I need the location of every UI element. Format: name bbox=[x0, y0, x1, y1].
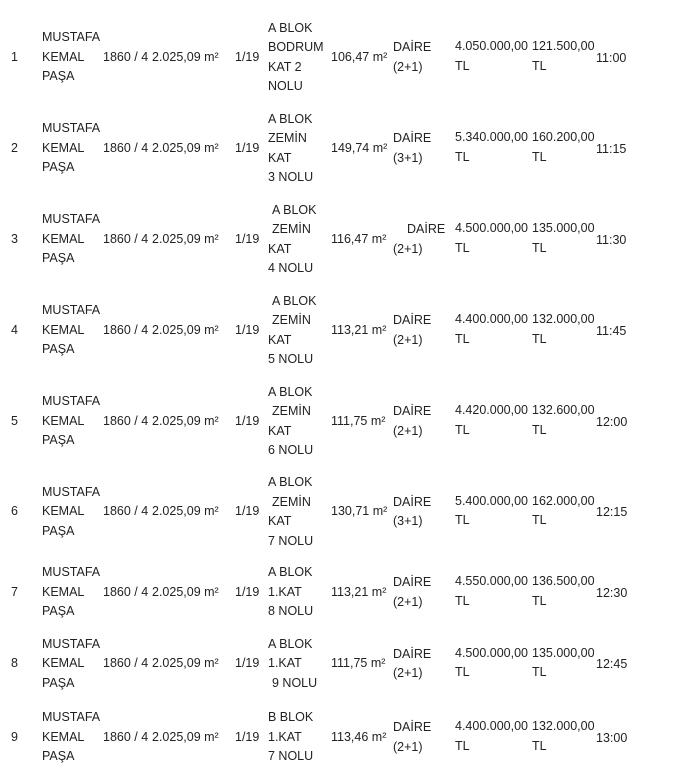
block-info-line: 5 NOLU bbox=[268, 352, 314, 366]
land-area: 2.025,09 m² bbox=[152, 504, 219, 519]
deposit-line: TL bbox=[532, 149, 547, 164]
block-info-line: 6 NOLU bbox=[268, 443, 314, 457]
parcel-number: 1860 / 4 bbox=[103, 584, 149, 599]
block-info-line: 8 NOLU bbox=[268, 604, 314, 619]
land-area: 2.025,09 m² bbox=[152, 231, 219, 246]
block-info-line: A BLOK bbox=[268, 475, 313, 489]
unit-type-line: DAİRE bbox=[393, 575, 432, 589]
deposit-line: 135.000,00 bbox=[532, 645, 595, 660]
block-info-line: A BLOK bbox=[272, 202, 317, 217]
unit-area: 116,47 m² bbox=[331, 231, 387, 246]
block-info-line: ZEMİN bbox=[268, 131, 307, 145]
neighborhood-line: PAŞA bbox=[42, 160, 75, 175]
estimated-value-line: 4.050.000,00 bbox=[455, 39, 528, 53]
estimated-value-line: 4.420.000,00 bbox=[455, 403, 528, 417]
neighborhood-line: MUSTAFA bbox=[42, 30, 101, 45]
parcel-number: 1860 / 4 bbox=[103, 49, 149, 64]
share-ratio: 1/19 bbox=[235, 231, 260, 246]
neighborhood-line: MUSTAFA bbox=[42, 710, 101, 725]
block-info-line: BODRUM bbox=[268, 40, 324, 54]
table-row bbox=[0, 557, 687, 628]
neighborhood-line: MUSTAFA bbox=[42, 121, 101, 136]
share-ratio: 1/19 bbox=[235, 504, 260, 519]
block-info-line: KAT bbox=[268, 150, 292, 165]
neighborhood-line: PAŞA bbox=[42, 523, 75, 538]
parcel-number: 1860 / 4 bbox=[103, 656, 149, 671]
auction-time: 12:30 bbox=[596, 585, 628, 600]
estimated-value-line: TL bbox=[455, 240, 470, 255]
row-number: 3 bbox=[11, 231, 18, 246]
table-row bbox=[0, 628, 687, 700]
neighborhood-line: KEMAL bbox=[42, 231, 85, 246]
neighborhood-line: KEMAL bbox=[42, 140, 85, 155]
neighborhood-line: KEMAL bbox=[42, 584, 85, 599]
neighborhood-line: MUSTAFA bbox=[42, 394, 101, 409]
estimated-value-line: 4.400.000,00 bbox=[455, 312, 528, 326]
deposit-line: 160.200,00 bbox=[532, 130, 595, 144]
block-info-line: 9 NOLU bbox=[272, 675, 318, 690]
deposit-line: 162.000,00 bbox=[532, 493, 595, 508]
share-ratio: 1/19 bbox=[235, 140, 260, 155]
estimated-value-line: TL bbox=[455, 422, 470, 437]
share-ratio: 1/19 bbox=[235, 584, 260, 599]
parcel-number: 1860 / 4 bbox=[103, 231, 149, 246]
deposit-line: TL bbox=[532, 738, 547, 753]
row-number: 1 bbox=[11, 49, 18, 64]
deposit-line: TL bbox=[532, 422, 547, 437]
unit-type-line: DAİRE bbox=[393, 646, 432, 661]
neighborhood-line: KEMAL bbox=[42, 656, 85, 671]
table-row bbox=[0, 376, 687, 467]
unit-type-line: DAİRE bbox=[393, 494, 432, 509]
neighborhood-line: PAŞA bbox=[42, 433, 75, 448]
deposit-line: TL bbox=[532, 665, 547, 679]
row-number: 9 bbox=[11, 729, 18, 744]
unit-area: 113,46 m² bbox=[331, 729, 387, 744]
neighborhood-line: PAŞA bbox=[42, 675, 75, 690]
deposit-line: TL bbox=[532, 58, 547, 73]
share-ratio: 1/19 bbox=[235, 413, 260, 428]
table-row bbox=[0, 103, 687, 194]
block-info-line: 3 NOLU bbox=[268, 170, 314, 184]
unit-type-line: (2+1) bbox=[393, 332, 423, 347]
land-area: 2.025,09 m² bbox=[152, 584, 219, 599]
neighborhood-line: MUSTAFA bbox=[42, 565, 101, 580]
auction-time: 11:45 bbox=[596, 323, 627, 338]
row-number: 5 bbox=[11, 413, 18, 428]
row-number: 6 bbox=[11, 504, 18, 519]
auction-time: 12:00 bbox=[596, 414, 628, 429]
deposit-line: TL bbox=[532, 331, 547, 346]
land-area: 2.025,09 m² bbox=[152, 49, 219, 64]
estimated-value-line: 4.550.000,00 bbox=[455, 574, 528, 588]
unit-type-line: (2+1) bbox=[393, 241, 423, 256]
land-area: 2.025,09 m² bbox=[152, 729, 219, 744]
deposit-line: TL bbox=[532, 240, 547, 255]
block-info-line: 7 NOLU bbox=[268, 749, 314, 764]
unit-area: 111,75 m² bbox=[331, 656, 386, 671]
block-info-line: ZEMİN bbox=[272, 494, 311, 509]
deposit-line: TL bbox=[532, 593, 547, 608]
unit-type-line: (3+1) bbox=[393, 150, 423, 165]
deposit-line: 132.000,00 bbox=[532, 312, 595, 326]
estimated-value-line: TL bbox=[455, 331, 470, 346]
block-info-line: KAT bbox=[268, 332, 292, 347]
unit-area: 106,47 m² bbox=[331, 49, 388, 64]
unit-type-line: (2+1) bbox=[393, 739, 423, 754]
share-ratio: 1/19 bbox=[235, 729, 260, 744]
neighborhood-line: PAŞA bbox=[42, 749, 75, 764]
unit-type-line: (3+1) bbox=[393, 514, 423, 528]
block-info-line: ZEMİN bbox=[272, 313, 311, 327]
block-info-line: A BLOK bbox=[268, 20, 313, 35]
auction-time: 11:00 bbox=[596, 50, 627, 65]
unit-type-line: DAİRE bbox=[393, 313, 432, 327]
unit-area: 113,21 m² bbox=[331, 322, 387, 337]
deposit-line: 135.000,00 bbox=[532, 221, 595, 235]
parcel-number: 1860 / 4 bbox=[103, 504, 149, 519]
row-number: 2 bbox=[11, 140, 18, 155]
estimated-value-line: 5.340.000,00 bbox=[455, 130, 528, 144]
land-area: 2.025,09 m² bbox=[152, 140, 219, 155]
table-row bbox=[0, 194, 687, 285]
estimated-value-line: TL bbox=[455, 58, 470, 73]
unit-type-line: (2+1) bbox=[393, 594, 423, 609]
block-info-line: 1.KAT bbox=[268, 656, 302, 671]
share-ratio: 1/19 bbox=[235, 49, 260, 64]
neighborhood-line: KEMAL bbox=[42, 322, 85, 337]
unit-type-line: DAİRE bbox=[393, 720, 432, 734]
neighborhood-line: PAŞA bbox=[42, 604, 75, 619]
land-area: 2.025,09 m² bbox=[152, 322, 219, 337]
estimated-value-line: 4.500.000,00 bbox=[455, 645, 528, 660]
block-info-line: NOLU bbox=[268, 79, 303, 93]
unit-type-line: (2+1) bbox=[393, 423, 423, 438]
estimated-value-line: 4.500.000,00 bbox=[455, 221, 528, 235]
estimated-value-line: TL bbox=[455, 665, 470, 679]
unit-type-line: DAİRE bbox=[393, 40, 432, 54]
neighborhood-line: MUSTAFA bbox=[42, 484, 101, 499]
deposit-line: TL bbox=[532, 513, 547, 527]
block-info-line: 1.KAT bbox=[268, 584, 302, 599]
block-info-line: A BLOK bbox=[268, 565, 313, 580]
neighborhood-line: MUSTAFA bbox=[42, 636, 101, 651]
unit-area: 111,75 m² bbox=[331, 413, 386, 428]
neighborhood-line: MUSTAFA bbox=[42, 212, 101, 227]
block-info-line: A BLOK bbox=[268, 111, 313, 126]
auction-time: 13:00 bbox=[596, 730, 628, 745]
neighborhood-line: KEMAL bbox=[42, 49, 85, 64]
estimated-value-line: 5.400.000,00 bbox=[455, 493, 528, 508]
auction-time: 12:45 bbox=[596, 657, 628, 672]
block-info-line: A BLOK bbox=[268, 384, 313, 399]
deposit-line: 136.500,00 bbox=[532, 574, 595, 588]
land-area: 2.025,09 m² bbox=[152, 656, 219, 671]
unit-type-line: (2+1) bbox=[393, 666, 423, 680]
neighborhood-line: KEMAL bbox=[42, 504, 85, 519]
neighborhood-line: PAŞA bbox=[42, 251, 75, 266]
row-number: 8 bbox=[11, 656, 18, 671]
unit-area: 113,21 m² bbox=[331, 584, 387, 599]
table-row bbox=[0, 285, 687, 376]
unit-area: 149,74 m² bbox=[331, 140, 388, 155]
estimated-value-line: TL bbox=[455, 513, 470, 527]
deposit-line: 132.600,00 bbox=[532, 403, 595, 417]
block-info-line: KAT 2 bbox=[268, 59, 302, 74]
neighborhood-line: KEMAL bbox=[42, 729, 85, 744]
table-row bbox=[0, 467, 687, 557]
block-info-line: KAT bbox=[268, 423, 292, 438]
estimated-value-line: TL bbox=[455, 593, 470, 608]
estimated-value-line: TL bbox=[455, 738, 470, 753]
unit-type-line: (2+1) bbox=[393, 59, 423, 74]
land-area: 2.025,09 m² bbox=[152, 413, 219, 428]
block-info-line: 4 NOLU bbox=[268, 261, 314, 275]
block-info-line: A BLOK bbox=[272, 293, 317, 308]
estimated-value-line: TL bbox=[455, 149, 470, 164]
block-info-line: 1.KAT bbox=[268, 729, 302, 744]
unit-type-line: DAİRE bbox=[393, 404, 432, 418]
auction-time: 11:30 bbox=[596, 232, 627, 247]
unit-area: 130,71 m² bbox=[331, 504, 388, 519]
auction-time: 11:15 bbox=[596, 141, 627, 156]
parcel-number: 1860 / 4 bbox=[103, 729, 149, 744]
row-number: 7 bbox=[11, 584, 18, 599]
estimated-value-line: 4.400.000,00 bbox=[455, 719, 528, 733]
parcel-number: 1860 / 4 bbox=[103, 413, 149, 428]
parcel-number: 1860 / 4 bbox=[103, 140, 149, 155]
unit-type-line: DAİRE bbox=[407, 222, 446, 236]
table-row bbox=[0, 12, 687, 103]
parcel-number: 1860 / 4 bbox=[103, 322, 149, 337]
neighborhood-line: PAŞA bbox=[42, 342, 75, 357]
neighborhood-line: KEMAL bbox=[42, 413, 85, 428]
share-ratio: 1/19 bbox=[235, 656, 260, 671]
row-number: 4 bbox=[11, 322, 18, 337]
auction-time: 12:15 bbox=[596, 505, 628, 520]
block-info-line: 7 NOLU bbox=[268, 533, 314, 548]
block-info-line: B BLOK bbox=[268, 710, 314, 725]
neighborhood-line: PAŞA bbox=[42, 69, 75, 84]
block-info-line: A BLOK bbox=[268, 636, 313, 651]
table-row bbox=[0, 700, 687, 775]
block-info-line: KAT bbox=[268, 241, 292, 256]
neighborhood-line: MUSTAFA bbox=[42, 303, 101, 318]
block-info-line: KAT bbox=[268, 514, 292, 528]
unit-type-line: DAİRE bbox=[393, 131, 432, 145]
deposit-line: 132.000,00 bbox=[532, 719, 595, 733]
block-info-line: ZEMİN bbox=[272, 404, 311, 418]
deposit-line: 121.500,00 bbox=[532, 39, 595, 53]
share-ratio: 1/19 bbox=[235, 322, 260, 337]
block-info-line: ZEMİN bbox=[272, 222, 311, 236]
